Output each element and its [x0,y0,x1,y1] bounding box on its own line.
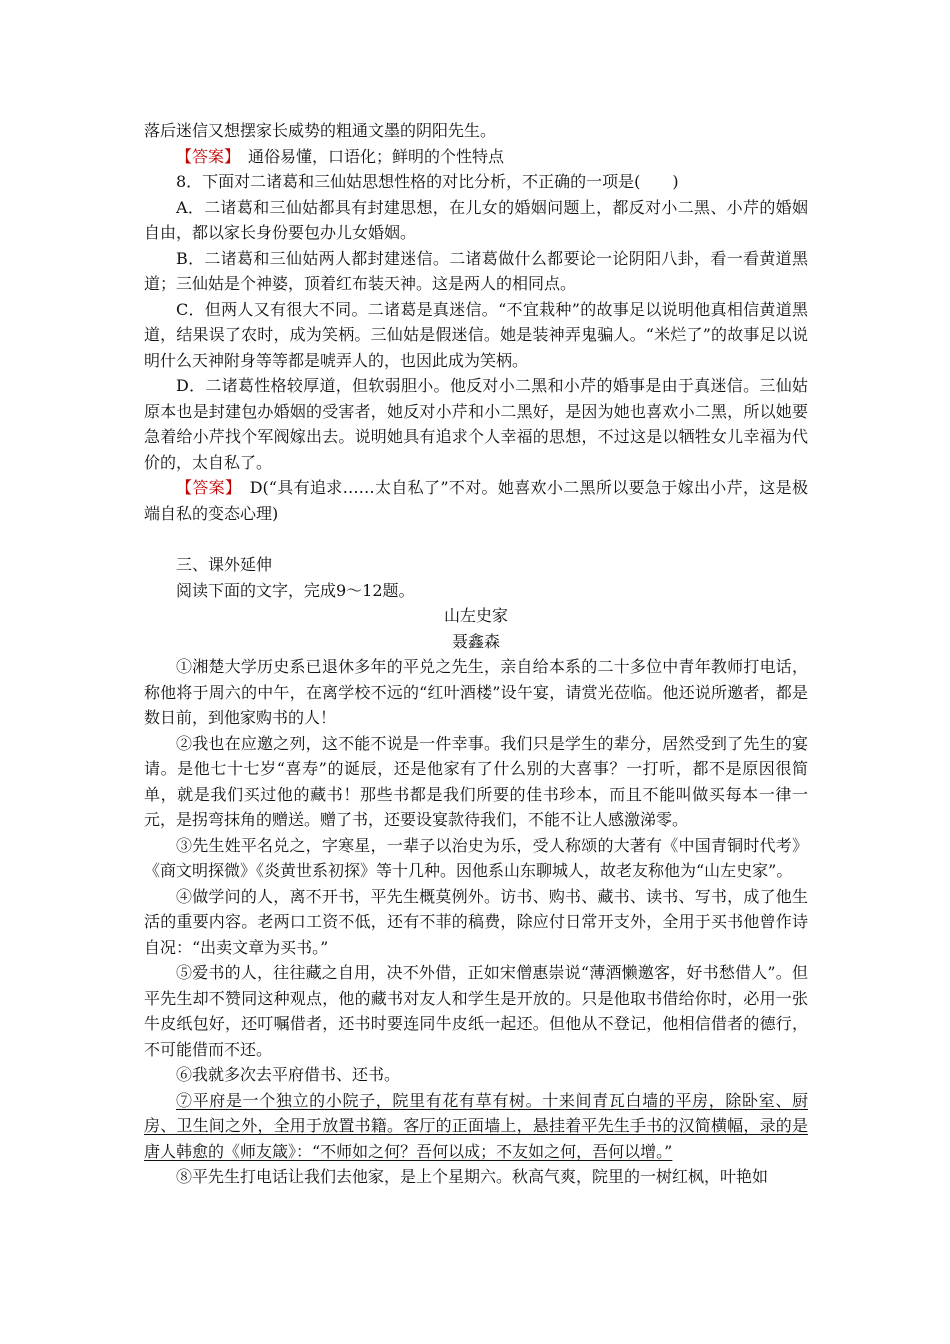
spacer [144,526,808,552]
article-paragraph: ⑧平先生打电话让我们去他家，是上个星期六。秋高气爽，院里的一树红枫，叶艳如 [176,1167,769,1186]
underlined-text: ⑦平府是一个独立的小院子，院里有花有草有树。十来间青瓦白墙的平房，除卧室、厨房、卫生间之外，全用于放置书籍。客厅的正面墙上，悬挂着平先生手书的汉简横幅，录的是唐人韩愈的《师友箴》：“不师如之何？吾何以成；不友如之何，吾何以增。” [144,1090,808,1161]
option-c: C．但两人又有很大不同。二诸葛是真迷信。“不宜栽种”的故事足以说明他真相信黄道黑道，结果误了农时，成为笑柄。三仙姑是假迷信。她是装神弄鬼骗人。“米烂了”的故事足以说明什么天神附身等等都是唬弄人的，也因此成为笑柄。 [144,299,808,370]
question-stem: 8．下面对二诸葛和三仙姑思想性格的对比分析，不正确的一项是( ) [176,172,679,191]
answer-label: 【答案】 [176,478,234,497]
reading-instruction: 阅读下面的文字，完成9～12题。 [176,580,415,600]
article-paragraph: ①湘楚大学历史系已退休多年的平兑之先生，亲自给本系的二十多位中青年教师打电话，称他将于周六的中午，在离学校不远的“红叶酒楼”设午宴，请赏光莅临。他还说所邀者，都是数日前，到他家购书的人！ [144,657,808,727]
article-author: 聂鑫森 [451,631,500,651]
answer-label: 【答案】 [176,146,233,166]
article-title: 山左史家 [443,606,508,625]
answer-block [144,475,808,526]
section-heading: 三、课外延伸 [176,555,273,574]
article-paragraph: ⑥我就多次去平府借书、还书。 [176,1065,401,1084]
article-paragraph: ②我也在应邀之列，这不能不说是一件幸事。我们只是学生的辈分，居然受到了先生的宴请。是他七十七岁“喜寿”的诞辰，还是他家有了什么别的大喜事？一打听，都不是原因很简单，就是我们买过他的藏书！那些书都是我们所要的佳书珍本，而且不能叫做买每本一律一元，是拐弯抹角的赠送。赠了书，还要设宴款待我们，不能不让人感激涕零。 [144,733,808,829]
article-paragraph: ⑤爱书的人，往往藏之自用，决不外借，正如宋僧惠崇说“薄酒懒邀客，好书愁借人”。但平先生却不赞同这种观点，他的藏书对友人和学生是开放的。只是他取书借给你时，必用一张牛皮纸包好，还叮嘱借者，还书时要连同牛皮纸一起还。但他从不登记，他相信借者的德行，不可能借而不还。 [144,963,808,1059]
option-a: A．二诸葛和三仙姑都具有封建思想，在儿女的婚姻问题上，都反对小二黑、小芹的婚姻自由，都以家长身份要包办儿女婚姻。 [144,197,808,242]
answer-block [144,144,808,170]
underlined-paragraph [144,1088,808,1165]
article-paragraph: ④做学问的人，离不开书，平先生概莫例外。访书、购书、藏书、读书、写书，成了他生活的重要内容。老两口工资不低，还有不菲的稿费，除应付日常开支外，全用于买书他曾作诗自况：“出卖文章为买书。” [144,886,808,957]
option-d: D．二诸葛性格较厚道，但软弱胆小。他反对小二黑和小芹的婚事是由于真迷信。三仙姑原本也是封建包办婚姻的受害者，她反对小芹和小二黑好，是因为她也喜欢小二黑，所以她要急着给小芹找个军阀嫁出去。说明她具有追求个人幸福的思想，不过这是以牺牲女儿幸福为代价的，太自私了。 [144,376,808,472]
answer-text: 通俗易懂，口语化；鲜明的个性特点 [232,146,505,166]
document-body [144,118,808,1190]
answer-text: D(“具有追求……太自私了”不对。她喜欢小二黑所以要急于嫁出小芹，这是极端自私的变态心理) [144,478,808,523]
continuation-line: 落后迷信又想摆家长威势的粗通文墨的阴阳先生。 [144,121,497,140]
article-paragraph: ③先生姓平名兑之，字寒星，一辈子以治史为乐，受人称颂的大著有《中国青铜时代考》《商文明探微》《炎黄世系初探》等十几种。因他系山东聊城人，故老友称他为“山左史家”。 [144,835,808,880]
option-b: B．二诸葛和三仙姑两人都封建迷信。二诸葛做什么都要论一论阴阳八卦，看一看黄道黑道；三仙姑是个神婆，顶着红布装天神。这是两人的相同点。 [144,248,808,293]
